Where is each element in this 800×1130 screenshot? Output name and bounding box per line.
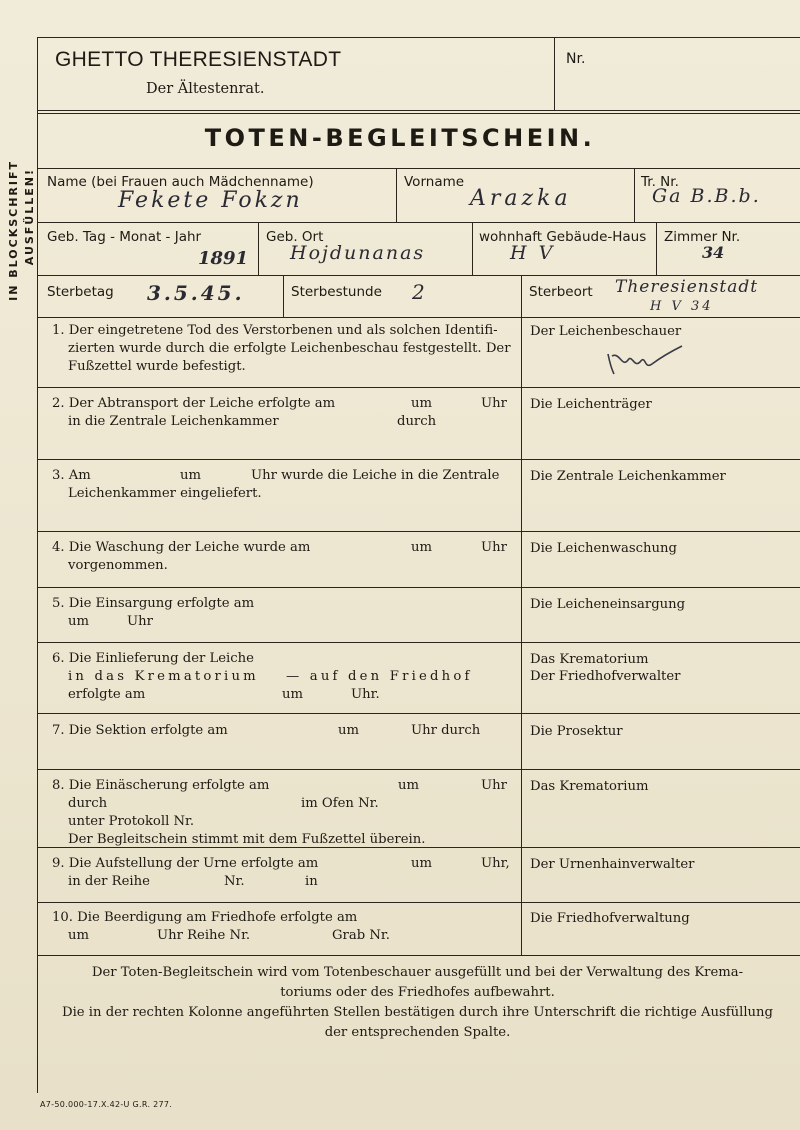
row2-durch: durch: [397, 414, 437, 429]
birthdate-label: Geb. Tag - Monat - Jahr: [47, 229, 202, 245]
death-hour-value: 2: [412, 280, 425, 304]
row6-um: um: [282, 687, 303, 702]
rule: [472, 222, 473, 275]
row2-right: Die Leichenträger: [530, 397, 652, 412]
rule: [258, 222, 259, 275]
footer-line4: der entsprechenden Spalte.: [324, 1025, 511, 1040]
rule: [656, 222, 657, 275]
rule: [521, 275, 522, 317]
print-code: A7-50.000-17.X.42-U G.R. 277.: [40, 1100, 173, 1109]
row10-right: Die Friedhofverwaltung: [530, 911, 690, 926]
header-divider: [554, 37, 555, 110]
row10-line2: um: [68, 928, 89, 943]
rule: [37, 168, 800, 169]
row9-in: in: [305, 874, 318, 889]
rule: [283, 275, 284, 317]
death-place-value-line1: Theresienstadt: [615, 277, 759, 297]
first-name-value: Arazka: [470, 186, 572, 211]
row3-line1: 3. Am: [52, 468, 91, 483]
trnr-label: Tr. Nr.: [641, 174, 679, 190]
name-label: Name (bei Frauen auch Mädchenname): [47, 174, 314, 190]
birthplace-value: Hojdunanas: [290, 242, 426, 264]
room-value: 34: [702, 243, 725, 262]
row8-line3: unter Protokoll Nr.: [68, 814, 195, 829]
row5-uhr: Uhr: [127, 614, 153, 629]
trnr-value: Ga B.B.b.: [652, 185, 761, 207]
row8-line2: durch: [68, 796, 108, 811]
rule: [634, 168, 635, 222]
row8-line4: Der Begleitschein stimmt mit dem Fußzettel überein.: [68, 832, 426, 847]
org-name: GHETTO THERESIENSTADT: [55, 48, 342, 71]
rule: [37, 955, 800, 956]
row3-um: um: [180, 468, 201, 483]
birth-year-value: 1891: [198, 248, 249, 269]
header-bottom-rule: [37, 110, 800, 111]
row8-uhr: Uhr: [481, 778, 507, 793]
row4-um: um: [411, 540, 432, 555]
row5-line2: um: [68, 614, 89, 629]
row10-grab: Grab Nr.: [332, 928, 390, 943]
council-name: Der Ältestenrat.: [146, 81, 265, 97]
row9-nr: Nr.: [224, 874, 245, 889]
row3-right: Die Zentrale Leichenkammer: [530, 469, 726, 484]
rule: [37, 769, 800, 770]
room-label: Zimmer Nr.: [664, 229, 741, 245]
footer-note: [60, 963, 775, 1043]
rule: [37, 275, 800, 276]
residence-label: wohnhaft Gebäude-Haus: [479, 229, 647, 245]
row8-um: um: [398, 778, 419, 793]
row7-um: um: [338, 723, 359, 738]
death-date-label: Sterbetag: [47, 284, 114, 300]
header-bottom-rule-2: [37, 113, 800, 114]
rule: [37, 387, 800, 388]
row2-line1: 2. Der Abtransport der Leiche erfolgte am: [52, 396, 336, 411]
row7-right: Die Prosektur: [530, 724, 623, 739]
rule: [396, 168, 397, 222]
row6-line3: erfolgte am: [68, 687, 146, 702]
footer-line3: Die in der rechten Kolonne angeführten Stellen bestätigen durch ihre Unterschrift die richtige Ausfüllung: [62, 1005, 773, 1020]
rule: [37, 642, 800, 643]
row6-uhr: Uhr.: [351, 687, 380, 702]
row1-right: Der Leichenbeschauer: [530, 324, 682, 339]
footer-line1: Der Toten-Begleitschein wird vom Totenbeschauer ausgefüllt und bei der Verwaltung des Krema-: [91, 965, 744, 980]
row7-line1: 7. Die Sektion erfolgte am: [52, 723, 228, 738]
row6-line1: 6. Die Einlieferung der Leiche: [52, 651, 254, 666]
death-place-label: Sterbeort: [529, 284, 593, 300]
death-place-value-line2: H V 34: [650, 299, 714, 314]
row8-right: Das Krematorium: [530, 779, 649, 794]
rule: [37, 222, 800, 223]
row8-line1: 8. Die Einäscherung erfolgte am: [52, 778, 270, 793]
examiner-signature: [600, 340, 690, 380]
row6-right: Das Krematorium: [530, 652, 649, 667]
death-date-value: 3.5.45.: [147, 281, 245, 305]
rule: [37, 317, 800, 318]
birthplace-label: Geb. Ort: [266, 229, 324, 245]
rule: [37, 713, 800, 714]
row8-ofen: im Ofen Nr.: [301, 796, 379, 811]
row4-uhr: Uhr: [481, 540, 507, 555]
footer-line2: toriums oder des Friedhofes aufbewahrt.: [280, 985, 555, 1000]
row5-right: Die Leicheneinsargung: [530, 597, 686, 612]
side-instruction-line1: IN BLOCKSCHRIFT: [7, 160, 20, 301]
row9-line1: 9. Die Aufstellung der Urne erfolgte am: [52, 856, 319, 871]
vorname-label: Vorname: [404, 174, 465, 190]
row9-line2: in der Reihe: [68, 874, 150, 889]
row10-mid: Uhr Reihe Nr.: [157, 928, 251, 943]
rule: [37, 902, 800, 903]
side-instruction-line2: AUSFÜLLEN!: [23, 168, 36, 266]
row3-mid: Uhr wurde die Leiche in die Zentrale: [251, 468, 500, 483]
row4-line2: vorgenommen.: [68, 558, 168, 573]
row6-right2: Der Friedhofverwalter: [530, 669, 681, 684]
row5-line1: 5. Die Einsargung erfolgte am: [52, 596, 255, 611]
row9-um: um: [411, 856, 432, 871]
form-title: TOTEN-BEGLEITSCHEIN.: [204, 124, 596, 152]
row1-line1: 1. Der eingetretene Tod des Verstorbenen und als solchen Identifi-: [52, 323, 498, 338]
row4-right: Die Leichenwaschung: [530, 541, 677, 556]
death-hour-label: Sterbestunde: [291, 284, 382, 300]
row7-uhr-durch: Uhr durch: [411, 723, 481, 738]
residence-value: H V: [510, 242, 556, 264]
row9-right: Der Urnenhainverwalter: [530, 857, 695, 872]
row10-line1: 10. Die Beerdigung am Friedhofe erfolgte am: [52, 910, 358, 925]
row9-uhr: Uhr,: [481, 856, 510, 871]
rule: [37, 531, 800, 532]
row4-line1: 4. Die Waschung der Leiche wurde am: [52, 540, 311, 555]
column-divider: [521, 317, 522, 955]
rule: [37, 587, 800, 588]
row2-uhr: Uhr: [481, 396, 507, 411]
row2-um: um: [411, 396, 432, 411]
row6-mid: — auf den Friedhof: [286, 669, 473, 684]
nr-label: Nr.: [566, 51, 586, 67]
row2-line2: in die Zentrale Leichenkammer: [68, 414, 279, 429]
rule: [37, 459, 800, 460]
row3-line2: Leichenkammer eingeliefert.: [68, 486, 262, 501]
row6-line2: in das Krematorium: [68, 669, 259, 684]
name-value: Fekete Fokzn: [118, 188, 303, 213]
row1-line2: zierten wurde durch die erfolgte Leichenbeschau festgestellt. Der: [68, 341, 511, 356]
row1-line3: Fußzettel wurde befestigt.: [68, 359, 246, 374]
